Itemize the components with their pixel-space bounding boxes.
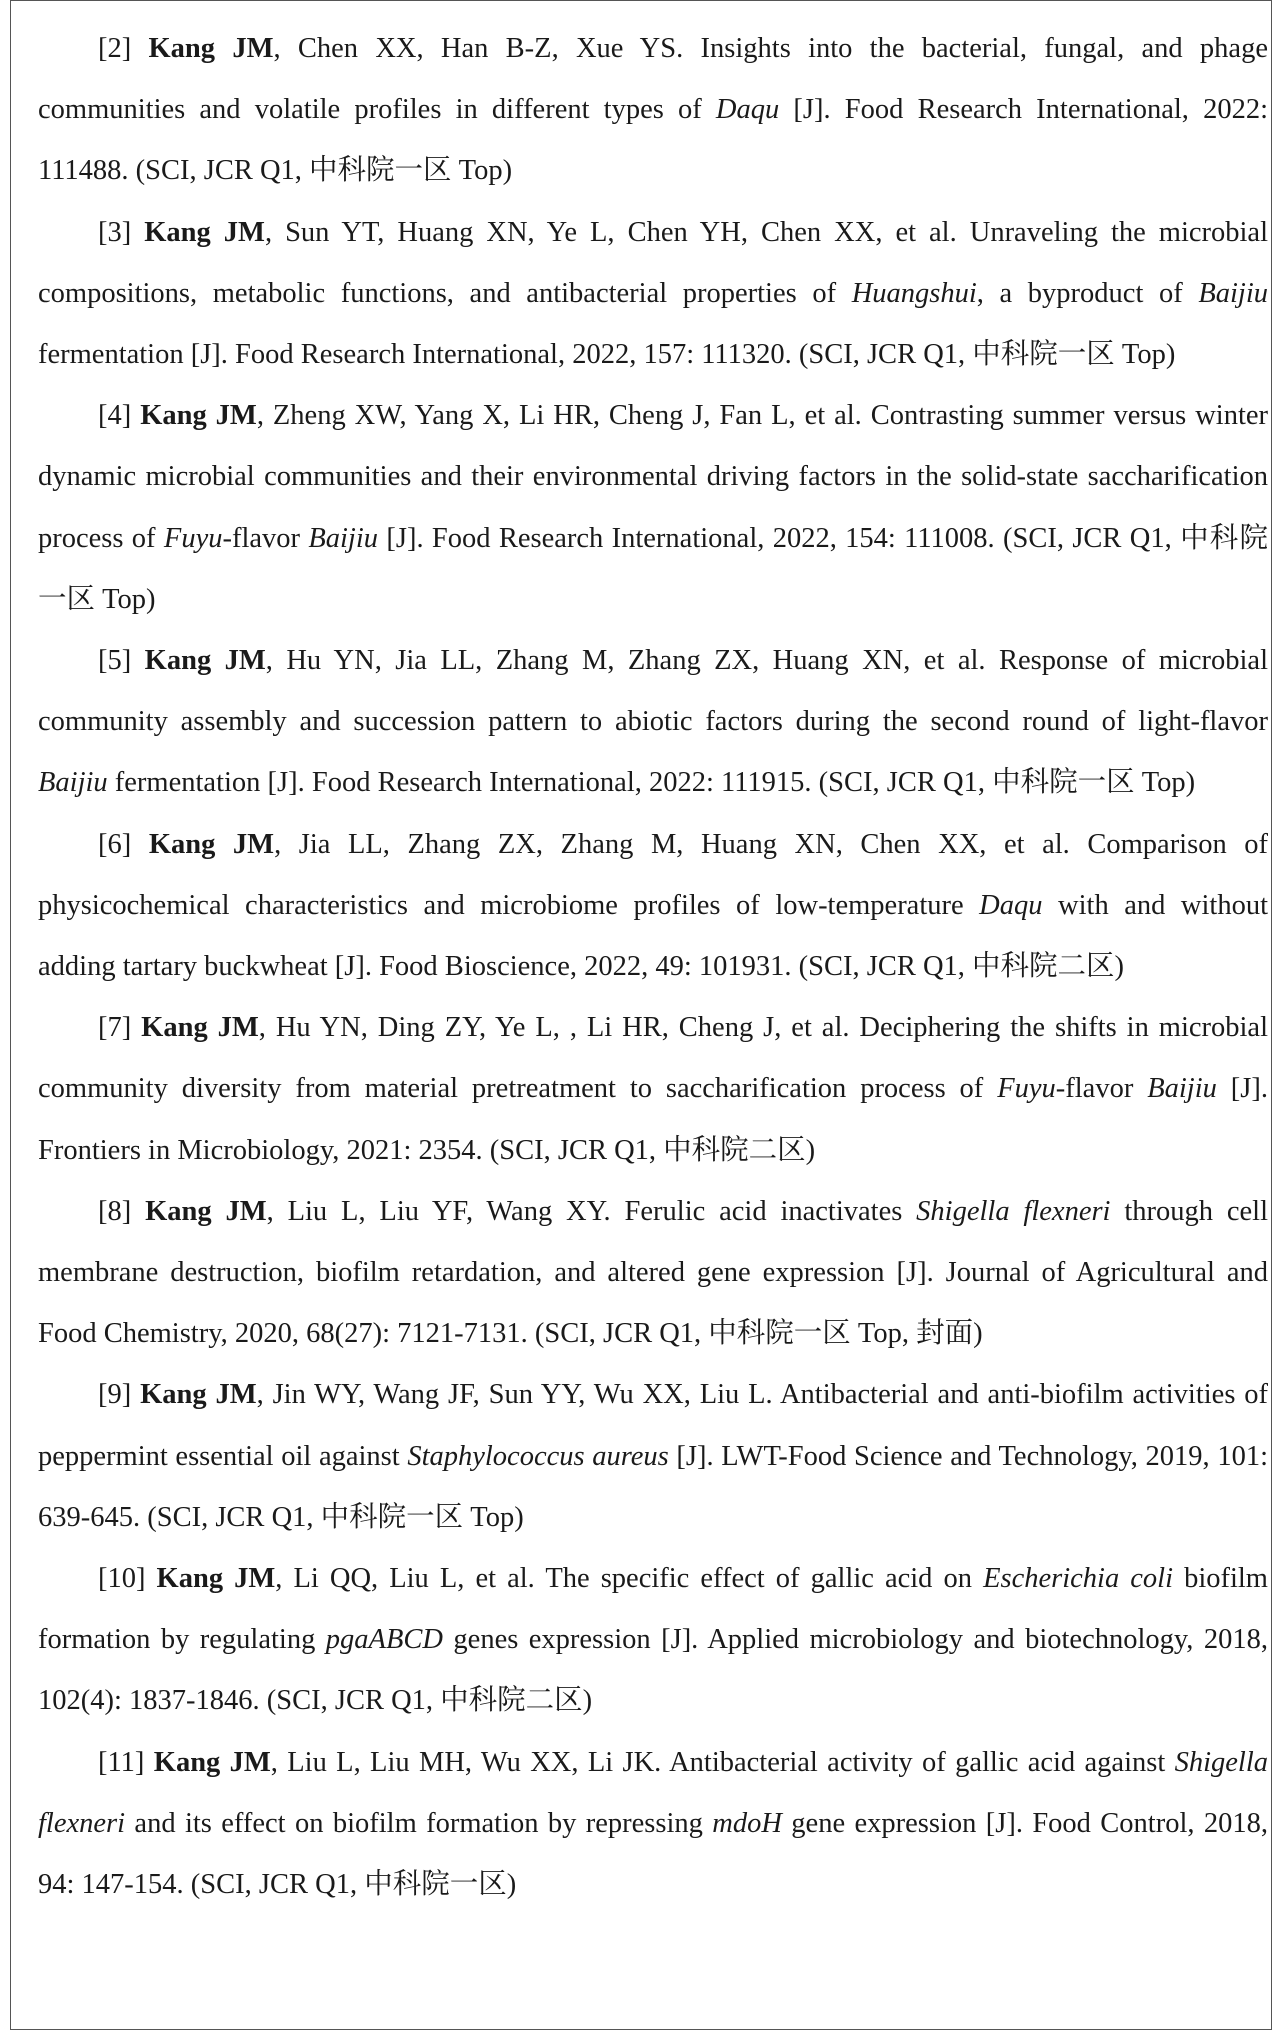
italic-term: pgaABCD bbox=[325, 1624, 443, 1656]
reference-text: , Sun YT, Huang XN, Ye L, Chen YH, Chen XX, et al. Unraveling the microbial compositions, metabolic functions, and antibacterial properties of bbox=[38, 216, 1268, 309]
reference-text: with and without adding tartary buckwheat [J]. Food Bioscience, 2022, 49: 101931. (SCI, JCR Q1, 中科院二区) bbox=[38, 889, 1268, 983]
reference-text: [3] bbox=[98, 216, 145, 248]
page-frame bbox=[10, 0, 1272, 2030]
italic-term: Shigella flexneri bbox=[916, 1195, 1111, 1227]
reference-text: fermentation [J]. Food Research International, 2022, 157: 111320. (SCI, JCR Q1, 中科院一区 Top) bbox=[38, 339, 1176, 371]
reference-text: , Zheng XW, Yang X, Li HR, Cheng J, Fan L, et al. Contrasting summer versus winter dynamic microbial communities and their environmental driving factors in the solid-state saccharification process of bbox=[38, 400, 1269, 554]
reference-item bbox=[38, 1364, 1268, 1548]
italic-term: Daqu bbox=[715, 94, 780, 126]
reference-item bbox=[38, 814, 1268, 998]
author-highlight: Kang JM bbox=[148, 33, 274, 64]
reference-text: [J]. Food Research International, 2022: 111488. (SCI, JCR Q1, 中科院一区 Top) bbox=[38, 94, 1268, 187]
reference-item bbox=[38, 1548, 1268, 1732]
reference-text: [2] bbox=[98, 33, 149, 64]
reference-text: -flavor bbox=[1055, 1073, 1148, 1105]
reference-text: [10] bbox=[98, 1563, 157, 1595]
reference-item bbox=[38, 997, 1268, 1181]
reference-text: fermentation [J]. Food Research International, 2022: 111915. (SCI, JCR Q1, 中科院一区 Top) bbox=[107, 767, 1196, 799]
author-highlight: Kang JM bbox=[140, 400, 257, 432]
italic-term: Baijiu bbox=[38, 767, 108, 799]
reference-text: , Chen XX, Han B-Z, Xue YS. Insights into the bacterial, fungal, and phage communities and volatile profiles in different types of bbox=[38, 33, 1268, 126]
author-highlight: Kang JM bbox=[145, 1195, 267, 1227]
italic-term: Fuyu bbox=[163, 522, 223, 554]
author-highlight: Kang JM bbox=[144, 216, 265, 248]
reference-text: [4] bbox=[98, 400, 141, 432]
reference-item bbox=[38, 1732, 1268, 1916]
reference-text: [J]. Food Research International, 2022, 154: 111008. (SCI, JCR Q1, 中科院一区 Top) bbox=[38, 522, 1269, 615]
reference-text: , Jin WY, Wang JF, Sun YY, Wu XX, Liu L. Antibacterial and anti-biofilm activities of peppermint essential oil against bbox=[38, 1379, 1268, 1472]
reference-text: , Li QQ, Liu L, et al. The specific effect of gallic acid on bbox=[275, 1563, 984, 1595]
author-highlight: Kang JM bbox=[148, 828, 275, 860]
italic-term: Escherichia coli bbox=[983, 1563, 1173, 1595]
author-highlight: Kang JM bbox=[144, 645, 266, 677]
italic-term: mdoH bbox=[712, 1807, 782, 1839]
reference-text: , Hu YN, Ding ZY, Ye L, , Li HR, Cheng J, et al. Deciphering the shifts in microbial community diversity from material pretreatment to saccharification process of bbox=[38, 1012, 1268, 1105]
italic-term: Huangshui bbox=[851, 277, 977, 309]
italic-term: Baijiu bbox=[1198, 277, 1269, 309]
reference-item bbox=[38, 18, 1268, 202]
reference-item bbox=[38, 202, 1268, 386]
reference-text: , Liu L, Liu YF, Wang XY. Ferulic acid inactivates bbox=[266, 1195, 917, 1227]
reference-text: [9] bbox=[98, 1379, 141, 1411]
reference-item bbox=[38, 1181, 1268, 1365]
reference-text: [8] bbox=[98, 1195, 146, 1227]
author-highlight: Kang JM bbox=[156, 1563, 276, 1595]
author-highlight: Kang JM bbox=[153, 1746, 271, 1778]
reference-text: , a byproduct of bbox=[976, 277, 1199, 309]
reference-text: , Hu YN, Jia LL, Zhang M, Zhang ZX, Huang XN, et al. Response of microbial community assembly and succession pattern to abiotic factors during the second round of light-flavor bbox=[38, 645, 1269, 738]
reference-item bbox=[38, 385, 1268, 630]
author-highlight: Kang JM bbox=[140, 1379, 257, 1411]
reference-text: biofilm formation by regulating bbox=[38, 1563, 1268, 1656]
italic-term: Baijiu bbox=[308, 522, 379, 554]
reference-text: genes expression [J]. Applied microbiology and biotechnology, 2018, 102(4): 1837-1846. (SCI, JCR Q1, 中科院二区) bbox=[38, 1624, 1268, 1717]
italic-term: Daqu bbox=[979, 889, 1043, 921]
author-highlight: Kang JM bbox=[141, 1012, 259, 1044]
reference-text: [J]. LWT-Food Science and Technology, 2019, 101: 639-645. (SCI, JCR Q1, 中科院一区 Top) bbox=[38, 1440, 1268, 1533]
reference-text: -flavor bbox=[222, 522, 309, 554]
reference-text: , Jia LL, Zhang ZX, Zhang M, Huang XN, Chen XX, et al. Comparison of physicochemical characteristics and microbiome profiles of low-temperature bbox=[38, 828, 1269, 921]
reference-text: through cell membrane destruction, biofilm retardation, and altered gene expression [J]. Journal of Agricultural and Food Chemistry, 2020, 68(27): 7121-7131. (SCI, JCR Q1, 中科院一区 Top, 封面) bbox=[38, 1195, 1268, 1350]
reference-text: [7] bbox=[98, 1012, 142, 1044]
reference-text: [J]. Frontiers in Microbiology, 2021: 2354. (SCI, JCR Q1, 中科院二区) bbox=[38, 1073, 1269, 1166]
italic-term: Fuyu bbox=[997, 1073, 1056, 1105]
reference-text: [6] bbox=[98, 828, 149, 860]
reference-list bbox=[38, 18, 1268, 1915]
reference-item bbox=[38, 630, 1268, 814]
reference-text: and its effect on biofilm formation by repressing bbox=[125, 1807, 713, 1839]
reference-text: gene expression [J]. Food Control, 2018, 94: 147-154. (SCI, JCR Q1, 中科院一区) bbox=[38, 1807, 1269, 1901]
italic-term: Staphylococcus aureus bbox=[407, 1440, 669, 1472]
italic-term: Shigella flexneri bbox=[38, 1746, 1269, 1839]
reference-text: , Liu L, Liu MH, Wu XX, Li JK. Antibacterial activity of gallic acid against bbox=[270, 1746, 1175, 1778]
reference-text: [5] bbox=[98, 645, 145, 677]
reference-text: [11] bbox=[98, 1746, 154, 1778]
italic-term: Baijiu bbox=[1147, 1073, 1217, 1105]
